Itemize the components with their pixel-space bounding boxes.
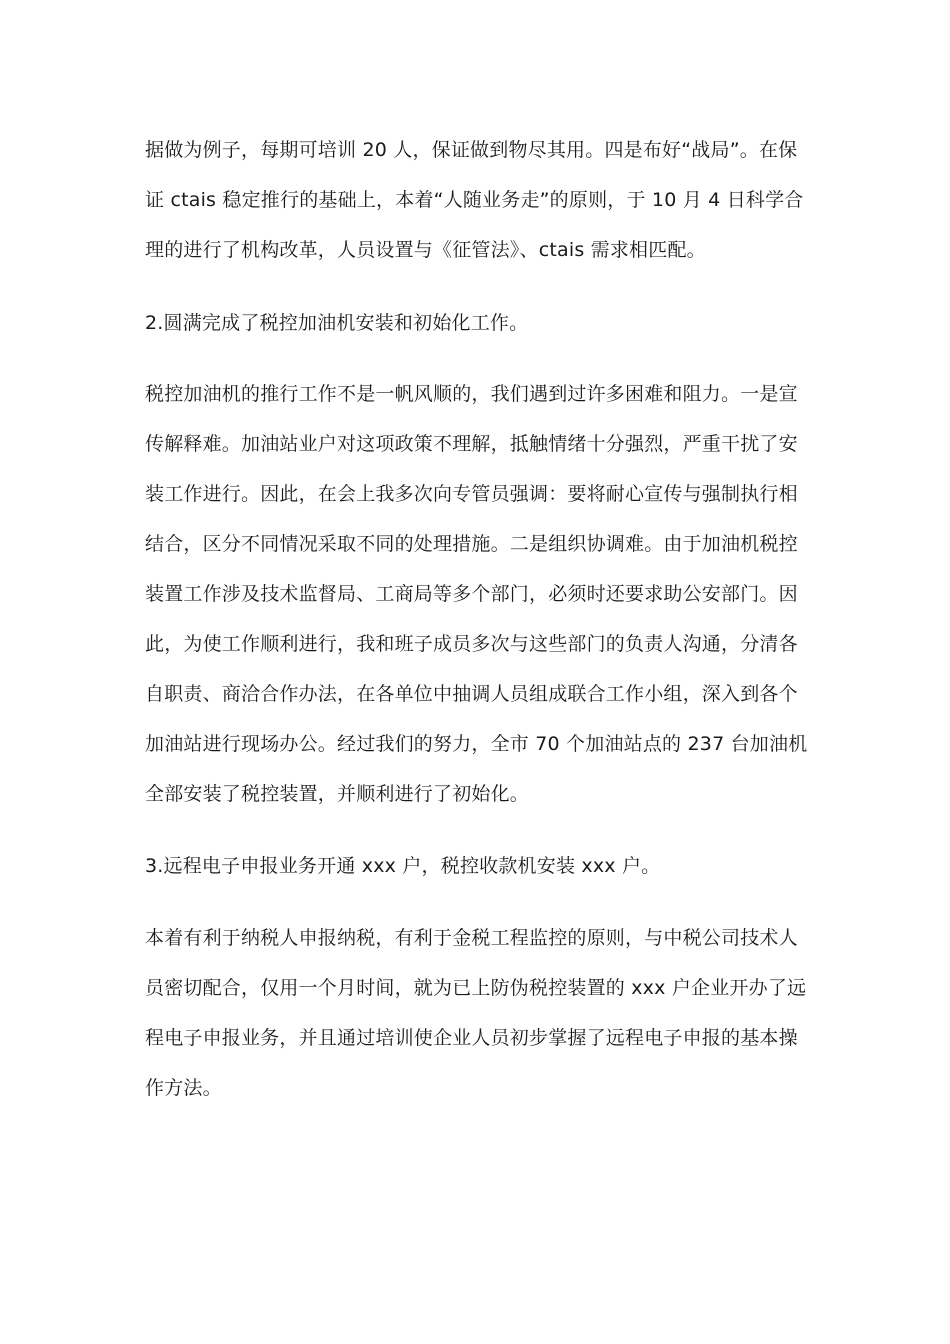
paragraph-2-line-4: 结合，区分不同情况采取不同的处理措施。二是组织协调难。由于加油机税控 xyxy=(145,533,798,555)
section-heading-2: 2.圆满完成了税控加油机安装和初始化工作。 xyxy=(145,312,529,334)
paragraph-2-line-8: 加油站进行现场办公。经过我们的努力，全市 70 个加油站点的 237 台加油机 xyxy=(145,733,808,755)
paragraph-3-line-2: 员密切配合，仅用一个月时间，就为已上防伪税控装置的 xxx 户企业开办了远 xyxy=(145,977,807,999)
paragraph-2-line-7: 自职责、商洽合作办法，在各单位中抽调人员组成联合工作小组，深入到各个 xyxy=(145,683,798,705)
paragraph-2-line-1: 税控加油机的推行工作不是一帆风顺的，我们遇到过许多困难和阻力。一是宣 xyxy=(145,383,798,405)
paragraph-2-line-3: 装工作进行。因此，在会上我多次向专管员强调：要将耐心宣传与强制执行相 xyxy=(145,483,798,505)
paragraph-2-line-2: 传解释难。加油站业户对这项政策不理解，抵触情绪十分强烈，严重干扰了安 xyxy=(145,433,798,455)
paragraph-1-line-2: 证 ctais 稳定推行的基础上，本着“人随业务走”的原则，于 10 月 4 日科学合 xyxy=(145,189,804,211)
paragraph-1-line-1: 据做为例子，每期可培训 20 人，保证做到物尽其用。四是布好“战局”。在保 xyxy=(145,139,798,161)
paragraph-3-line-3: 程电子申报业务，并且通过培训使企业人员初步掌握了远程电子申报的基本操 xyxy=(145,1027,798,1049)
paragraph-2-line-9: 全部安装了税控装置，并顺利进行了初始化。 xyxy=(145,783,530,805)
paragraph-2-line-6: 此，为使工作顺利进行，我和班子成员多次与这些部门的负责人沟通，分清各 xyxy=(145,633,798,655)
section-heading-3: 3.远程电子申报业务开通 xxx 户，税控收款机安装 xxx 户。 xyxy=(145,855,661,877)
paragraph-2-line-5: 装置工作涉及技术监督局、工商局等多个部门，必须时还要求助公安部门。因 xyxy=(145,583,798,605)
paragraph-3-line-4: 作方法。 xyxy=(145,1077,222,1099)
paragraph-3-line-1: 本着有利于纳税人申报纳税，有利于金税工程监控的原则，与中税公司技术人 xyxy=(145,927,798,949)
paragraph-1-line-3: 理的进行了机构改革，人员设置与《征管法》、ctais 需求相匹配。 xyxy=(145,239,706,261)
